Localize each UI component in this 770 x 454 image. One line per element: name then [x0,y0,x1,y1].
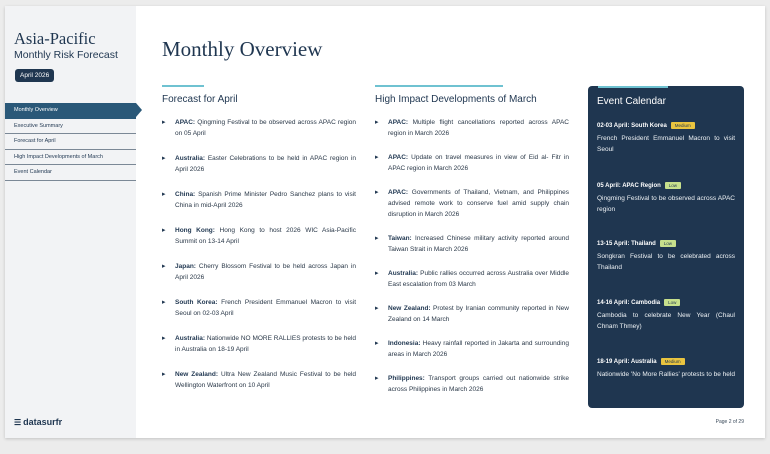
item-tag: Hong Kong: [175,227,215,234]
logo-text: datasurfr [23,417,63,427]
list-item [162,189,356,211]
list-item [162,333,356,355]
item-text: Cherry Blossom Festival to be held across Japan in April 2026 [175,263,356,281]
report-subtitle: Monthly Risk Forecast [14,49,118,61]
forecast-list [162,117,356,391]
calendar-rule [598,86,668,88]
forecast-column [162,85,356,405]
page-number: Page 2 of 29 [715,419,744,425]
list-item [162,117,356,139]
risk-level-badge: Low [660,240,676,247]
risk-level-badge: Medium [661,358,685,365]
list-item [162,153,356,175]
forecast-heading: Forecast for April [162,94,238,105]
risk-level-badge: Low [664,299,680,306]
risk-level-badge: Medium [671,122,695,129]
item-text: Heavy rainfall reported in Jakarta and surrounding areas in March 2026 [388,340,569,358]
section-rule [375,85,503,87]
nav-item-monthly-overview[interactable]: Monthly Overview [5,103,136,119]
item-tag: Indonesia: [388,340,421,347]
event-date-region: 18-19 April: Australia [597,358,657,365]
item-text: Governments of Thailand, Vietnam, and Philippines advised remote work to conserve fuel amid supply chain disruption in March 2026 [388,189,569,218]
event-date-region: 14-16 April: Cambodia [597,299,661,306]
event-date-region: 05 April: APAC Region [597,182,661,189]
item-tag: Taiwan: [388,235,412,242]
item-text: Protest by Iranian community reported in New Zealand on 14 March [388,305,569,323]
list-item [375,268,569,290]
item-tag: Australia: [175,155,205,162]
page-title: Monthly Overview [162,37,323,61]
item-text: Easter Celebrations to be held in APAC region in April 2026 [175,155,356,173]
logo-bars-icon: ☰ [14,417,22,427]
list-item [162,297,356,319]
list-item [162,225,356,247]
item-text: Hong Kong to host 2026 WIC Asia-Pacific Summit on 13-14 April [175,227,356,245]
item-text: Update on travel measures in view of Eid al- Fitr in APAC region in March 2026 [388,154,569,172]
calendar-event [597,122,735,155]
item-tag: APAC: [388,189,409,196]
item-text: French President Emmanuel Macron to visit Seoul on 02-03 April [175,299,357,317]
event-description: Qingming Festival to be observed across APAC region [597,195,735,213]
event-description: Cambodia to celebrate New Year (Chaul Chnam Thmey) [597,312,735,330]
list-item [375,303,569,325]
sidebar [5,6,136,438]
item-tag: APAC: [388,154,409,161]
calendar-event [597,240,735,273]
item-text: Increased Chinese military activity reported around Taiwan Strait in March 2026 [388,235,569,253]
event-title [597,358,735,365]
item-text: Transport groups carried out nationwide strike across Philippines in March 2026 [388,375,569,393]
item-text: Spanish Prime Minister Pedro Sanchez plans to visit China in mid-April 2026 [175,191,356,209]
sidebar-nav [5,103,136,181]
list-item [375,338,569,360]
list-item [375,233,569,255]
list-item [162,369,356,391]
item-tag: APAC: [388,119,409,126]
event-calendar [588,86,744,408]
event-title [597,182,735,189]
item-tag: New Zealand: [388,305,431,312]
date-badge: April 2026 [15,69,54,82]
calendar-event [597,299,735,332]
event-description: Nationwide 'No More Rallies' protests to be held [597,371,735,378]
event-date-region: 02-03 April: South Korea [597,122,667,129]
list-item [375,117,569,139]
event-description: Songkran Festival to be celebrated across Thailand [597,253,735,271]
calendar-heading: Event Calendar [597,96,666,107]
nav-item-event-calendar[interactable]: Event Calendar [5,165,136,181]
list-item [162,261,356,283]
section-rule [162,85,204,87]
item-text: Nationwide NO MORE RALLIES protests to be held in Australia on 18-19 April [175,335,356,353]
item-text: Qingming Festival to be observed across APAC region on 05 April [175,119,356,137]
calendar-event [597,182,735,215]
item-tag: Australia: [388,270,418,277]
list-item [375,187,569,220]
item-tag: Japan: [175,263,196,270]
developments-heading: High Impact Developments of March [375,94,537,105]
datasurfr-logo [14,417,62,427]
event-date-region: 13-15 April: Thailand [597,240,656,247]
event-description: French President Emmanuel Macron to visit Seoul [597,135,735,153]
event-title [597,122,735,129]
nav-item-executive-summary[interactable]: Executive Summary [5,119,136,135]
event-title [597,299,735,306]
item-tag: China: [175,191,196,198]
region-title: Asia-Pacific [14,29,96,48]
event-title [597,240,735,247]
item-tag: New Zealand: [175,371,219,378]
item-tag: APAC: [175,119,196,126]
developments-list [375,117,569,395]
item-text: Ultra New Zealand Music Festival to be held Wellington Waterfront on 10 April [175,371,356,389]
report-page [5,6,765,438]
item-text: Multiple flight cancellations reported across APAC region in March 2026 [388,119,569,137]
item-text: Public rallies occurred across Australia over Middle East escalation from 03 March [388,270,569,288]
calendar-event [597,358,735,380]
item-tag: Australia: [175,335,205,342]
nav-item-forecast[interactable]: Forecast for April [5,134,136,150]
list-item [375,152,569,174]
list-item [375,373,569,395]
item-tag: Philippines: [388,375,425,382]
nav-item-developments[interactable]: High Impact Developments of March [5,150,136,166]
developments-column [375,85,569,408]
item-tag: South Korea: [175,299,218,306]
risk-level-badge: Low [665,182,681,189]
